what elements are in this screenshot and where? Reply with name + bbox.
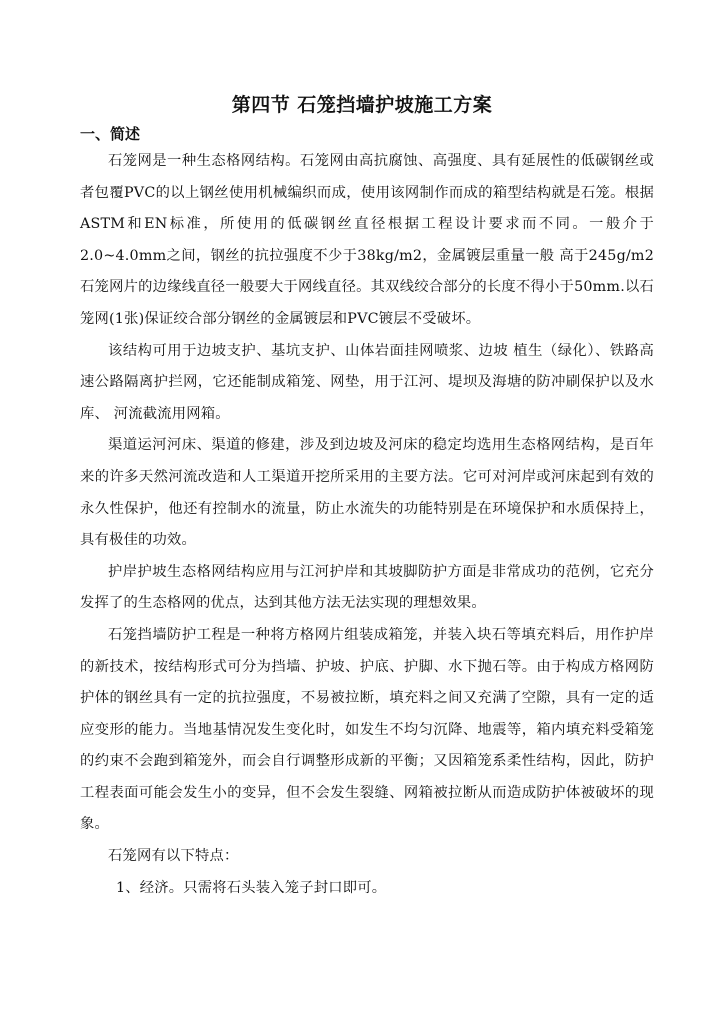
paragraph-2: 该结构可用于边坡支护、基坑支护、山体岩面挂网喷浆、边坡 植生（绿化）、铁路高速公路隔离护拦网，它还能制成箱笼、网垫，用于江河、堤坝及海塘的防冲刷保护以及水库、 河流截流用网箱。: [80, 342, 654, 422]
paragraph-4: 护岸护坡生态格网结构应用与江河护岸和其坡脚防护方面是非常成功的范例，它充分发挥了的生态格网的优点，达到其他方法无法实现的理想效果。: [80, 563, 654, 612]
page-title: 第四节 石笼挡墙护坡施工方案: [231, 94, 493, 116]
section-heading: 一、简述: [80, 125, 141, 143]
paragraph-5: 石笼挡墙防护工程是一种将方格网片组装成箱笼，并装入块石等填充料后，用作护岸的新技术，按结构形式可分为挡墙、护坡、护底、护脚、水下抛石等。由于构成方格网防护体的钢丝具有一定的抗拉强度，不易被拉断，填充料之间又充满了空隙，具有一定的适应变形的能力。当地基情况发生变化时，如发生不均匀沉降、地震等，箱内填充料受箱笼的约束不会跑到箱笼外，而会自行调整形成新的平衡；又因箱笼系柔性结构，因此，防护工程表面可能会发生小的变异，但不会发生裂缝、网箱被拉断从而造成防护体被破坏的现象。: [80, 626, 654, 833]
paragraph-6: 石笼网有以下特点：: [108, 848, 239, 865]
list-item: 1、经济。只需将石头装入笼子封口即可。: [116, 879, 387, 896]
document-body: [80, 146, 654, 904]
paragraph-3: 渠道运河河床、渠道的修建，涉及到边坡及河床的稳定均选用生态格网结构，是百年来的许多天然河流改造和人工渠道开挖所采用的主要方法。它可对河岸或河床起到有效的永久性保护，他还有控制水的流量，防止水流失的功能特别是在环境保护和水质保持上，具有极佳的功效。: [80, 437, 654, 549]
paragraph-1: 石笼网是一种生态格网结构。石笼网由高抗腐蚀、高强度、具有延展性的低碳钢丝或者包覆PVC的以上钢丝使用机械编织而成，使用该网制作而成的箱型结构就是石笼。根据ASTM和EN标准，所使用的低碳钢丝直径根据工程设计要求而不同。一般介于2.0~4.0mm之间，钢丝的抗拉强度不少于38kg/m2，金属镀层重量一般 高于245g/m2石笼网片的边缘线直径一般要大于网线直径。其双线绞合部分的长度不得小于50mm.以石笼网(1张)保证绞合部分钢丝的金属镀层和PVC镀层不受破坏。: [80, 153, 654, 327]
